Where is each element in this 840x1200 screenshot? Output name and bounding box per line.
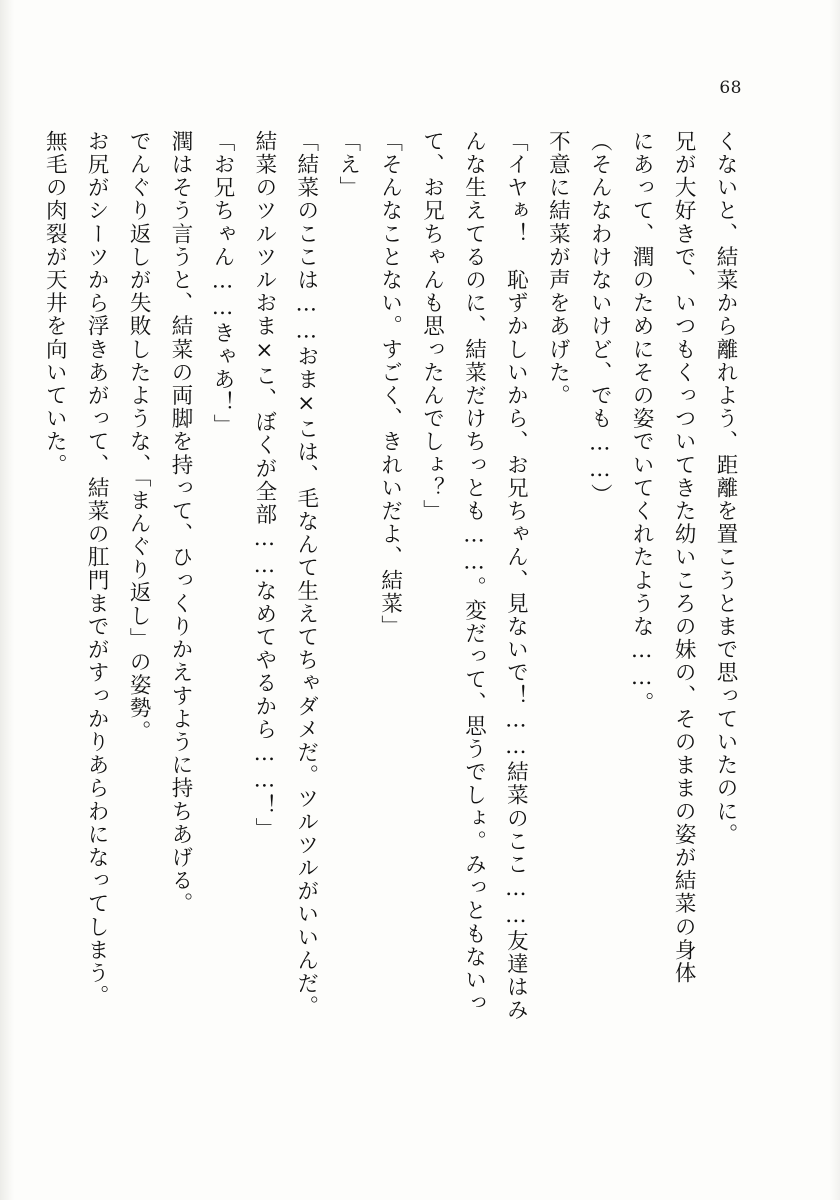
paragraph: 「え」 [335,130,361,200]
paragraph: 「お兄ちゃん……きゃあ！」 [209,130,235,438]
paragraph: 結菜のツルツルおま×こ、ぼくが全部……なめてやるから……！」 [251,130,277,841]
paragraph: でんぐり返しが失敗したような、「まんぐり返し」の姿勢。 [126,130,152,743]
paragraph: んな生えてるのに、結菜だけちっとも……。変だって、思うでしょ。みっともないっ [461,130,487,1015]
paragraph: （そんなわけないけど、でも……） [587,130,613,507]
paragraph: 「イヤぁ！ 恥ずかしいから、お兄ちゃん、見ないで！……結菜のここ……友達はみ [503,130,529,1022]
page-body-text [33,130,746,1120]
paragraph: にあって、潤のためにその姿でいてくれたような……。 [629,130,655,715]
paragraph: 潤はそう言うと、結菜の両脚を持って、ひっくりかえすように持ちあげる。 [168,130,194,916]
paragraph: くないと、結菜から離れよう、距離を置こうとまで思っていたのに。 [713,130,738,847]
paragraph: 無毛の肉裂が天井を向いていた。 [42,130,68,477]
page-number: 68 [719,78,742,98]
paragraph: 兄が大好きで、いつもくっついてきた幼いころの妹の、そのままの姿が結菜の身体 [671,130,697,985]
paragraph: 「結菜のここは……おま×こは、毛なんて生えてちゃダメだ。ツルツルがいいんだ。 [293,130,319,1019]
paragraph: お尻がシーツから浮きあがって、結菜の肛門までがすっかりあらわになってしまう。 [84,130,110,1008]
paragraph: 「そんなことない。すごく、きれいだよ、結菜」 [377,130,403,639]
paragraph: て、お兄ちゃんも思ったんでしょ？」 [419,130,445,523]
paragraph: 不意に結菜が声をあげた。 [545,130,571,408]
